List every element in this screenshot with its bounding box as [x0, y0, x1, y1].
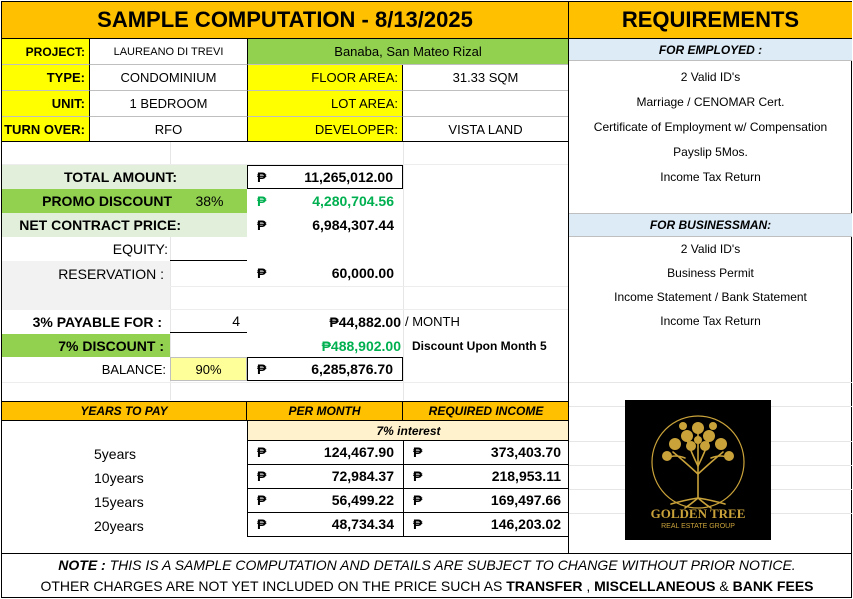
lot-area-label: LOT AREA: — [247, 91, 403, 117]
business-header: FOR BUSINESSMAN: — [569, 213, 852, 237]
balance-pct: 90% — [170, 357, 247, 381]
peso-sign: ₱ — [413, 516, 423, 532]
gridline — [2, 382, 569, 383]
peso-sign: ₱ — [257, 492, 267, 508]
balance-label: BALANCE: — [101, 361, 166, 377]
promo-discount-amount: 4,280,704.56 — [312, 193, 394, 209]
years-header: YEARS TO PAY — [2, 401, 247, 421]
table-row — [404, 465, 569, 489]
peso-sign: ₱ — [257, 361, 267, 377]
peso-sign: ₱ — [257, 265, 267, 281]
employed-item: Payslip 5Mos. — [673, 144, 748, 159]
interest-label: 7% interest — [247, 421, 569, 441]
note-label: NOTE : — [58, 557, 106, 573]
gridline — [403, 142, 404, 400]
footer-charges — [2, 576, 852, 596]
peso-sign: ₱ — [257, 468, 267, 484]
developer-label: DEVELOPER: — [247, 117, 403, 141]
business-item: Income Tax Return — [660, 314, 761, 328]
table-row — [404, 441, 569, 465]
discount7-amount: ₱488,902.00 — [321, 337, 401, 354]
per-month-value: 56,499.22 — [331, 492, 394, 508]
per-month-header: PER MONTH — [247, 401, 403, 421]
ncp-cell — [247, 213, 403, 237]
charges-misc: MISCELLANEOUS — [594, 578, 716, 594]
per-month-value: 48,734.34 — [331, 516, 394, 532]
footer-note — [2, 555, 852, 575]
employed-item: Income Tax Return — [660, 169, 761, 184]
total-amount-label: TOTAL AMOUNT: — [2, 165, 247, 189]
employed-item: Certificate of Employment w/ Compensation — [593, 119, 828, 134]
peso-sign: ₱ — [257, 444, 267, 460]
reservation-amount: 60,000.00 — [331, 265, 394, 281]
charges-sep: & — [715, 578, 733, 594]
charges-transfer: TRANSFER — [506, 578, 583, 594]
promo-discount-pct: 38% — [172, 189, 247, 213]
required-income-header: REQUIRED INCOME — [403, 401, 569, 421]
unit-label: UNIT: — [2, 91, 90, 117]
gridline — [569, 382, 852, 383]
location-value: Banaba, San Mateo Rizal — [247, 39, 568, 65]
payable-unit: / MONTH — [405, 314, 460, 329]
years-value: 10years — [94, 470, 144, 486]
payable-label: 3% PAYABLE FOR : — [32, 313, 162, 330]
reservation-label: RESERVATION : — [2, 261, 170, 286]
turnover-label: TURN OVER: — [2, 117, 90, 141]
company-logo — [625, 400, 771, 540]
discount7-label: 7% DISCOUNT : — [2, 334, 170, 357]
charges-text: OTHER CHARGES ARE NOT YET INCLUDED ON THE PRICE SUCH AS — [40, 578, 507, 594]
table-row — [248, 465, 404, 489]
peso-sign: ₱ — [257, 516, 267, 532]
turnover-value: RFO — [154, 121, 183, 137]
per-month-value: 124,467.90 — [323, 444, 394, 460]
logo-name: GOLDEN TREE — [650, 506, 746, 521]
charges-sep: , — [582, 578, 595, 594]
payable-months-cell — [170, 310, 247, 333]
total-amount-value: 11,265,012.00 — [304, 169, 393, 185]
income-value: 373,403.70 — [490, 444, 561, 460]
discount7-note: Discount Upon Month 5 — [412, 338, 547, 353]
balance-cell — [247, 357, 403, 381]
income-value: 146,203.02 — [490, 516, 561, 532]
peso-sign: ₱ — [257, 193, 267, 209]
income-value: 169,497.66 — [490, 492, 561, 508]
income-value: 218,953.11 — [491, 468, 561, 484]
business-item: Income Statement / Bank Statement — [614, 290, 807, 304]
requirements-title: REQUIREMENTS — [569, 2, 852, 39]
footer-divider — [2, 553, 852, 554]
page-title: SAMPLE COMPUTATION - 8/13/2025 — [2, 2, 569, 39]
business-item: Business Permit — [667, 266, 754, 280]
floor-area-value: 31.33 SQM — [403, 65, 568, 91]
table-row — [404, 489, 569, 513]
type-value: CONDOMINIUM — [90, 65, 247, 91]
note-text: THIS IS A SAMPLE COMPUTATION AND DETAILS ARE SUBJECT TO CHANGE WITHOUT PRIOR NOTICE. — [105, 557, 796, 573]
type-label: TYPE: — [2, 65, 90, 91]
business-item: 2 Valid ID's — [680, 242, 741, 256]
table-row — [404, 513, 569, 536]
equity-underline — [170, 260, 247, 261]
total-amount-cell — [247, 165, 403, 189]
project-value: LAUREANO DI TREVI — [90, 39, 247, 65]
per-month-value: 72,984.37 — [331, 468, 394, 484]
peso-sign: ₱ — [413, 444, 423, 460]
peso-sign: ₱ — [257, 217, 267, 233]
equity-label: EQUITY: — [112, 241, 168, 257]
employed-item: Marriage / CENOMAR Cert. — [636, 94, 785, 109]
charges-bank: BANK FEES — [732, 578, 814, 594]
years-value: 5years — [94, 446, 137, 462]
table-row — [248, 513, 404, 536]
peso-sign: ₱ — [257, 169, 267, 185]
years-column — [2, 441, 247, 537]
divider — [2, 141, 569, 142]
employed-header: FOR EMPLOYED : — [569, 39, 852, 61]
promo-discount-cell — [247, 189, 403, 213]
promo-discount-label: PROMO DISCOUNT — [2, 189, 172, 213]
years-value: 20years — [94, 518, 144, 534]
ncp-amount: 6,984,307.44 — [312, 217, 394, 233]
balance-amount: 6,285,876.70 — [311, 361, 393, 377]
payable-months: 4 — [232, 313, 240, 329]
ncp-label: NET CONTRACT PRICE: — [2, 213, 247, 237]
table-row — [248, 441, 404, 465]
peso-sign: ₱ — [413, 468, 423, 484]
lot-area-value — [403, 91, 568, 117]
reservation-cell — [247, 261, 403, 286]
peso-sign: ₱ — [413, 492, 423, 508]
unit-value: 1 BEDROOM — [90, 91, 247, 117]
logo-sub: REAL ESTATE GROUP — [661, 522, 735, 530]
financing-table — [247, 441, 569, 537]
developer-value: VISTA LAND — [448, 121, 523, 137]
floor-area-label: FLOOR AREA: — [247, 65, 403, 91]
table-row — [248, 489, 404, 513]
payable-amount: ₱44,882.00 — [329, 313, 401, 330]
project-label: PROJECT: — [2, 39, 90, 65]
employed-item: 2 Valid ID's — [680, 69, 741, 84]
gray-filler — [2, 286, 170, 310]
years-value: 15years — [94, 494, 144, 510]
